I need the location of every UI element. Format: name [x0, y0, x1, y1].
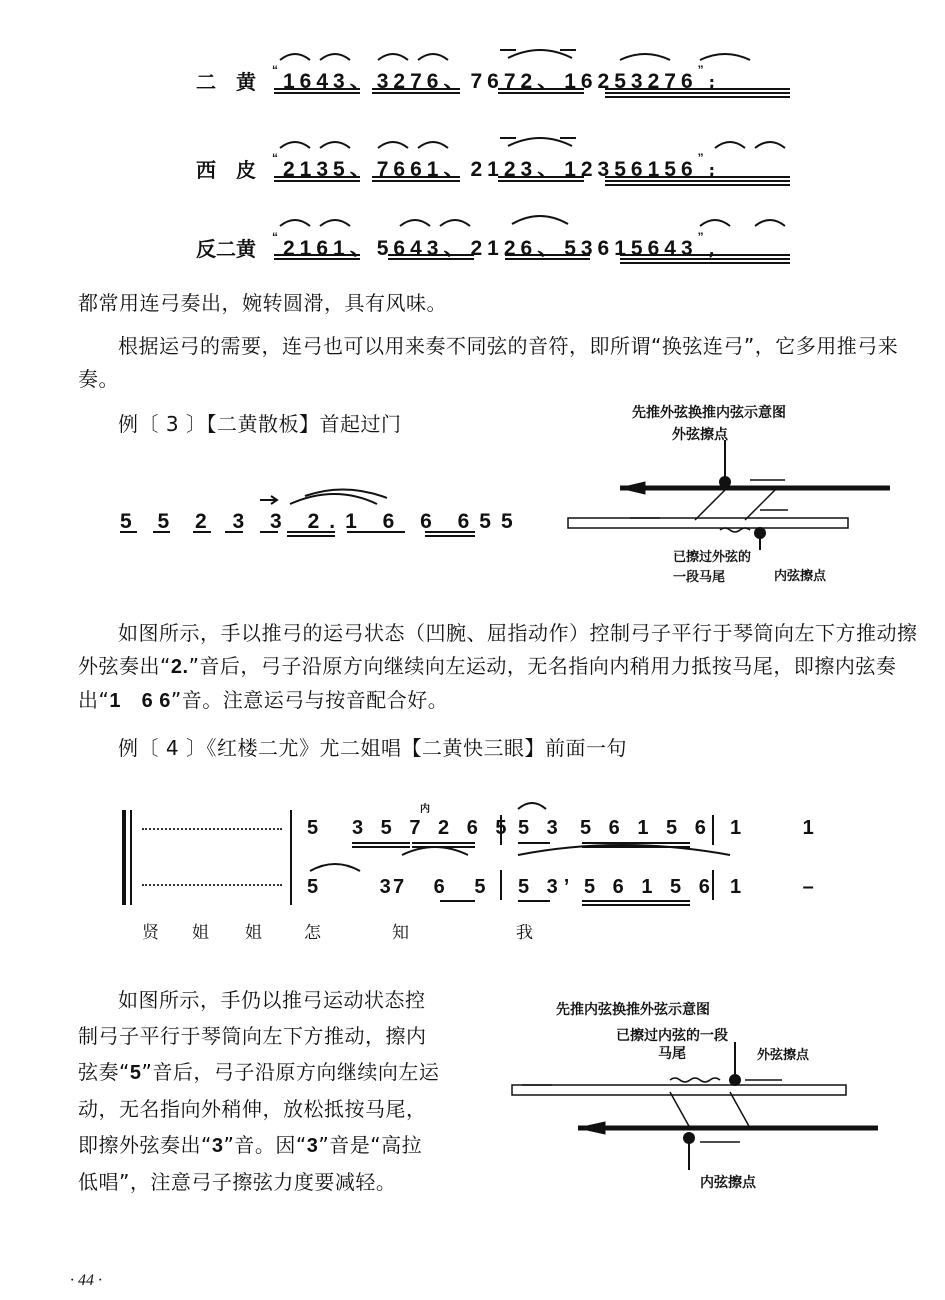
figure-1-rubbed-label: 已擦过外弦的一段马尾: [673, 550, 752, 585]
lyric-1: 贤: [142, 923, 159, 943]
example-4-title: 例〔 4 〕《红楼二尤》尤二姐唱【二黄快三眼】前面一句: [118, 736, 627, 760]
barline-1: [290, 810, 292, 905]
score-4-marks: [300, 795, 760, 915]
figure-2-title: 先推内弦换推外弦示意图: [556, 1002, 710, 1018]
lower-m3: 1 –: [730, 876, 842, 898]
example-3-marks: [115, 480, 485, 550]
score-bracket: [122, 810, 126, 905]
lyric-3: 姐: [245, 923, 262, 943]
upper-m3: 1 1: [730, 817, 842, 839]
upper-staff-dots: [142, 828, 282, 830]
example-3-notation: 5 5 2 3 3 2.1 6 6 655: [120, 510, 523, 533]
paragraph-3: 如图所示，手以推弓的运弓状态（凹腕、屈指动作）控制弓子平行于琴筒向左下方推动擦外弦奏出“2.”音后，弓子沿原方向继续向左运动，无名指向内稍用力抵按马尾，即擦内弦奏出“1 6 6”音。注意运弓与按音配合好。: [78, 621, 918, 712]
upper-m1b: 3 5 7 2 6 5: [352, 817, 513, 839]
lower-staff-dots: [142, 884, 282, 886]
lower-m1b: 7 6 5: [393, 876, 498, 898]
notation-erhuang: “1643、3276、7672、16253276”;: [272, 63, 721, 94]
page-number: · 44 ·: [70, 1272, 102, 1289]
paragraph-2: 根据运弓的需要，连弓也可以用来奏不同弦的音符，即所谓“换弦连弓”，它多用推弓来奏。: [78, 334, 899, 391]
upper-m2: 5 3: [518, 817, 564, 839]
figure-2-outer-point-label: 外弦擦点: [757, 1048, 810, 1063]
lyric-2: 姐: [192, 923, 209, 943]
example-3-title: 例〔 3 〕【二黄散板】首起过门: [118, 412, 402, 436]
notation-xipi: “2135、7661、2123、12356156”;: [272, 151, 721, 182]
lower-m1: 5 3: [307, 876, 419, 898]
label-xipi: 西 皮: [196, 158, 256, 182]
upper-m1: 5: [307, 817, 325, 839]
figure-1-title: 先推外弦换推内弦示意图: [632, 405, 786, 421]
figure-2-diagram: [500, 1030, 890, 1180]
mark-nei: 内: [420, 804, 430, 815]
lower-m2b: 5 6 1 5 6: [584, 876, 716, 898]
score-bracket-inner: [130, 810, 132, 905]
lyric-6: 我: [516, 923, 533, 943]
upper-m2b: 5 6 1 5 6: [580, 817, 712, 839]
label-erhuang: 二 黄: [196, 70, 256, 94]
notation-fanerhuang: “2161、5643、2126、53615643”,: [272, 230, 720, 261]
figure-2-rubbed-label: 已擦过内弦的一段马尾: [616, 1028, 728, 1062]
figure-1-diagram: [560, 440, 900, 550]
paragraph-1: 都常用连弓奏出，婉转圆滑，具有风味。: [78, 291, 447, 315]
top-notation-marks: [260, 40, 820, 280]
label-fanerhuang: 反二黄: [196, 237, 256, 261]
figure-1-outer-point-label: 外弦擦点: [672, 427, 728, 443]
figure-1-inner-point-label: 内弦擦点: [774, 569, 827, 584]
lyric-4: 怎: [304, 923, 321, 943]
paragraph-4: 如图所示，手仍以推弓运动状态控制弓子平行于琴筒向左下方推动，擦内弦奏“5”音后，弓子沿原方向继续向左运动，无名指向外稍伸，放松抵按马尾，即擦外弦奏出“3”音。因“3”音是“高拉低唱”，注意弓子擦弦力度要减轻。: [78, 988, 440, 1194]
lower-m2: 5 3’: [518, 876, 576, 898]
lyric-5: 知: [392, 923, 409, 943]
figure-2-inner-point-label: 内弦擦点: [700, 1175, 756, 1191]
